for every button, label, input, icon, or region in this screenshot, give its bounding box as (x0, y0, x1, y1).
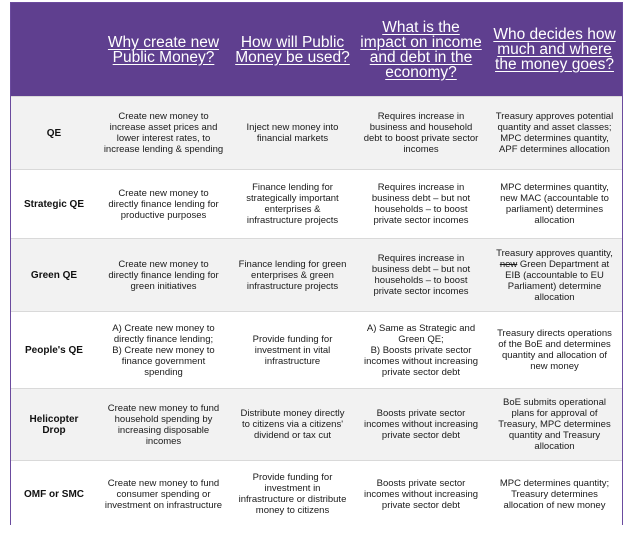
comparison-table-frame (10, 2, 623, 525)
cell-impact-option-b: B) Boosts private sector incomes without increasing private sector debt (363, 344, 479, 378)
cell-who: MPC determines quantity; Treasury determines allocation of new money (487, 461, 622, 528)
cell-who-part-b: Green Department at EIB (accountable to EU Parliament) determine allocation (505, 258, 610, 303)
cell-who (487, 239, 622, 312)
header-how-text: How will Public Money be used? (235, 33, 350, 66)
table-row (11, 389, 622, 461)
cell-impact: Requires increase in business debt – but not households – to boost private sector incomes (355, 239, 487, 312)
header-row (11, 3, 622, 97)
cell-why: Create new money to directly finance lending for productive purposes (97, 170, 230, 239)
cell-why: Create new money to increase asset prices and lower interest rates, to increase lending & spending (97, 97, 230, 170)
header-why (97, 3, 230, 97)
cell-why: Create new money to directly finance lending for green initiatives (97, 239, 230, 312)
cell-how: Inject new money into financial markets (230, 97, 355, 170)
cell-why: Create new money to fund consumer spending or investment on infrastructure (97, 461, 230, 528)
row-label: OMF or SMC (11, 461, 97, 528)
row-label: Helicopter Drop (11, 389, 97, 461)
cell-how: Provide funding for investment in vital infrastructure (230, 312, 355, 389)
cell-why: Create new money to fund household spending by increasing disposable incomes (97, 389, 230, 461)
header-corner (11, 3, 97, 97)
table-row (11, 170, 622, 239)
row-label: Strategic QE (11, 170, 97, 239)
row-label: People's QE (11, 312, 97, 389)
cell-impact (355, 312, 487, 389)
header-impact-text: What is the impact on income and debt in the economy? (360, 18, 482, 81)
cell-why (97, 312, 230, 389)
cell-who: BoE submits operational plans for approval of Treasury, MPC determines quantity and Treasury allocation (487, 389, 622, 461)
header-why-text: Why create new Public Money? (107, 33, 220, 66)
cell-how: Distribute money directly to citizens via a citizens' dividend or tax cut (230, 389, 355, 461)
cell-why-option-a: A) Create new money to directly finance lending; (112, 322, 215, 345)
header-how (230, 3, 355, 97)
cell-impact: Requires increase in business and household debt to boost private sector incomes (355, 97, 487, 170)
cell-impact: Requires increase in business debt – but not households – to boost private sector incomes (355, 170, 487, 239)
cell-impact-option-a: A) Same as Strategic and Green QE; (366, 322, 476, 345)
header-who (487, 3, 622, 97)
cell-how: Provide funding for investment in infrastructure or distribute money to citizens (230, 461, 355, 528)
table-row (11, 461, 622, 528)
cell-who: Treasury approves potential quantity and asset classes; MPC determines quantity, APF determines allocation (487, 97, 622, 170)
header-impact (355, 3, 487, 97)
row-label: Green QE (11, 239, 97, 312)
cell-how: Finance lending for green enterprises & green infrastructure projects (230, 239, 355, 312)
table-row (11, 239, 622, 312)
cell-who: MPC determines quantity, new MAC (accountable to parliament) determines allocation (487, 170, 622, 239)
cell-who-part-a: Treasury approves quantity, (496, 247, 613, 259)
header-who-text: Who decides how much and where the money goes? (493, 26, 616, 73)
cell-impact: Boosts private sector incomes without increasing private sector debt (355, 461, 487, 528)
table-row (11, 312, 622, 389)
cell-why-option-b: B) Create new money to finance government spending (112, 344, 215, 378)
cell-how: Finance lending for strategically important enterprises & infrastructure projects (230, 170, 355, 239)
public-money-comparison-table (11, 3, 622, 528)
table-row (11, 97, 622, 170)
cell-who-struck: new (499, 258, 518, 270)
row-label: QE (11, 97, 97, 170)
cell-who: Treasury directs operations of the BoE and determines quantity and allocation of new money (487, 312, 622, 389)
cell-impact: Boosts private sector incomes without increasing private sector debt (355, 389, 487, 461)
